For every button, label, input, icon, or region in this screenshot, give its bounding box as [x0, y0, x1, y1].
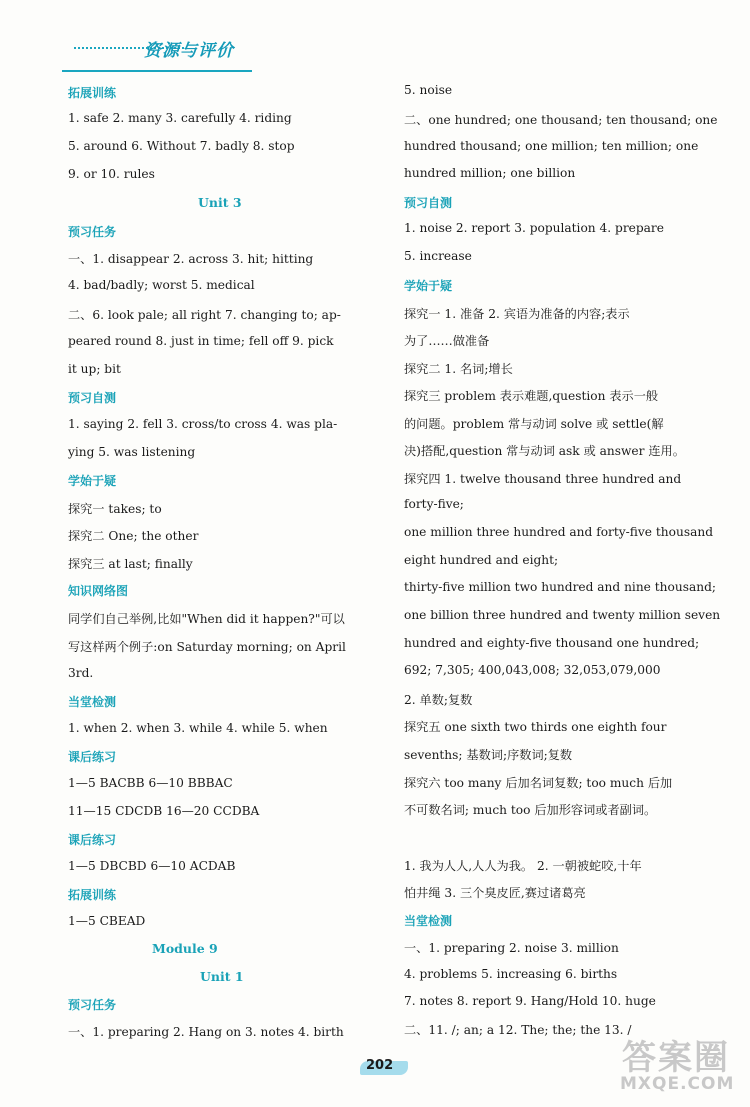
answer-line: 探究二 One; the other: [68, 529, 199, 543]
answer-line: 探究六 too many 后加名词复数; too much 后加: [404, 776, 673, 790]
answer-line: 1. safe 2. many 3. carefully 4. riding: [68, 111, 292, 125]
answer-line: 692; 7,305; 400,043,008; 32,053,079,000: [404, 663, 661, 677]
answer-line: 探究三 at last; finally: [68, 557, 193, 571]
answer-line: 决)搭配,question 常与动词 ask 或 answer 连用。: [404, 444, 685, 458]
answer-line: it up; bit: [68, 362, 121, 376]
watermark-url: MXQE.COM: [620, 1074, 735, 1094]
answer-line: ying 5. was listening: [68, 445, 196, 459]
answer-line: 同学们自己举例,比如"When did it happen?"可以: [68, 612, 345, 626]
answer-line: 1—5 BACBB 6—10 BBBAC: [68, 776, 233, 790]
answer-line: 为了……做准备: [404, 334, 490, 348]
answer-line: 二、one hundred; one thousand; ten thousand; one: [404, 113, 718, 127]
answer-line: 5. increase: [404, 249, 472, 263]
answer-line: hundred million; one billion: [404, 166, 576, 180]
watermark-text: 答案圈: [622, 1038, 730, 1078]
section-heading: 课后练习: [68, 833, 117, 847]
answer-line: 7. notes 8. report 9. Hang/Hold 10. huge: [404, 994, 656, 1008]
answer-line: 1—5 DBCBD 6—10 ACDAB: [68, 859, 236, 873]
answer-line: one billion three hundred and twenty million seven: [404, 608, 721, 622]
answer-line: 一、1. preparing 2. noise 3. million: [404, 941, 619, 955]
answer-line: 二、11. /; an; a 12. The; the; the 13. /: [404, 1023, 632, 1037]
unit-heading: Unit 1: [200, 969, 244, 984]
answer-line: thirty-five million two hundred and nine thousand;: [404, 580, 716, 594]
section-heading: 预习任务: [68, 225, 117, 239]
answer-line: 探究一 takes; to: [68, 502, 162, 516]
answer-line: peared round 8. just in time; fell off 9. pick: [68, 334, 334, 348]
answer-line: hundred thousand; one million; ten million; one: [404, 139, 699, 153]
page-header: [60, 30, 390, 70]
answer-line: 5. noise: [404, 83, 453, 97]
section-heading: 当堂检测: [68, 695, 117, 709]
answer-line: 2. 单数;复数: [404, 693, 473, 707]
section-heading: 课后练习: [68, 750, 117, 764]
answer-line: 不可数名词; much too 后加形容词或者副词。: [404, 803, 657, 817]
answer-line: eight hundred and eight;: [404, 553, 559, 567]
page-number: 202: [366, 1058, 394, 1073]
answer-line: sevenths; 基数词;序数词;复数: [404, 748, 573, 762]
answer-line: 1. 我为人人,人人为我。 2. 一朝被蛇咬,十年: [404, 859, 642, 873]
answer-line: 1. when 2. when 3. while 4. while 5. when: [68, 721, 328, 735]
section-heading: 学始于疑: [404, 279, 453, 293]
answer-line: 3rd.: [68, 666, 94, 680]
answer-line: hundred and eighty-five thousand one hundred;: [404, 636, 700, 650]
answer-line: 1. saying 2. fell 3. cross/to cross 4. was pla-: [68, 417, 338, 431]
section-heading: 学始于疑: [68, 474, 117, 488]
answer-line: 5. around 6. Without 7. badly 8. stop: [68, 139, 295, 153]
section-heading: 知识网络图: [68, 584, 129, 598]
section-heading: 预习自测: [68, 391, 117, 405]
answer-line: 4. problems 5. increasing 6. births: [404, 967, 618, 981]
section-heading: 当堂检测: [404, 914, 453, 928]
answer-line: 9. or 10. rules: [68, 167, 155, 181]
watermark-logo: [612, 1030, 742, 1100]
answer-line: 4. bad/badly; worst 5. medical: [68, 278, 255, 292]
module-heading: Module 9: [152, 941, 218, 956]
answer-line: 一、1. preparing 2. Hang on 3. notes 4. birth: [68, 1025, 344, 1039]
answer-line: one million three hundred and forty-five thousand: [404, 525, 713, 539]
answer-line: 11—15 CDCDB 16—20 CCDBA: [68, 804, 260, 818]
answer-line: 探究一 1. 准备 2. 宾语为准备的内容;表示: [404, 307, 630, 321]
section-heading: 拓展训练: [68, 888, 117, 902]
answer-line: 探究三 problem 表示难题,question 表示一般: [404, 389, 659, 403]
answer-line: 1. noise 2. report 3. population 4. prepare: [404, 221, 664, 235]
header-rule: [62, 70, 252, 72]
answer-line: 探究五 one sixth two thirds one eighth four: [404, 720, 667, 734]
answer-line: 写这样两个例子:on Saturday morning; on April: [68, 640, 346, 654]
answer-line: 的问题。problem 常与动词 solve 或 settle(解: [404, 417, 664, 431]
answer-line: 1—5 CBEAD: [68, 914, 146, 928]
answer-line: 探究四 1. twelve thousand three hundred and: [404, 472, 682, 486]
answer-line: 一、1. disappear 2. across 3. hit; hitting: [68, 252, 314, 266]
answer-line: forty-five;: [404, 497, 464, 511]
unit-heading: Unit 3: [198, 195, 242, 210]
section-heading: 拓展训练: [68, 86, 117, 100]
answer-line: 怕井绳 3. 三个臭皮匠,赛过诸葛亮: [404, 886, 586, 900]
section-heading: 预习自测: [404, 196, 453, 210]
section-heading: 预习任务: [68, 998, 117, 1012]
header-title: 资源与评价: [144, 41, 234, 61]
answer-line: 二、6. look pale; all right 7. changing to; ap-: [68, 308, 341, 322]
answer-line: 探究二 1. 名词;增长: [404, 362, 513, 376]
